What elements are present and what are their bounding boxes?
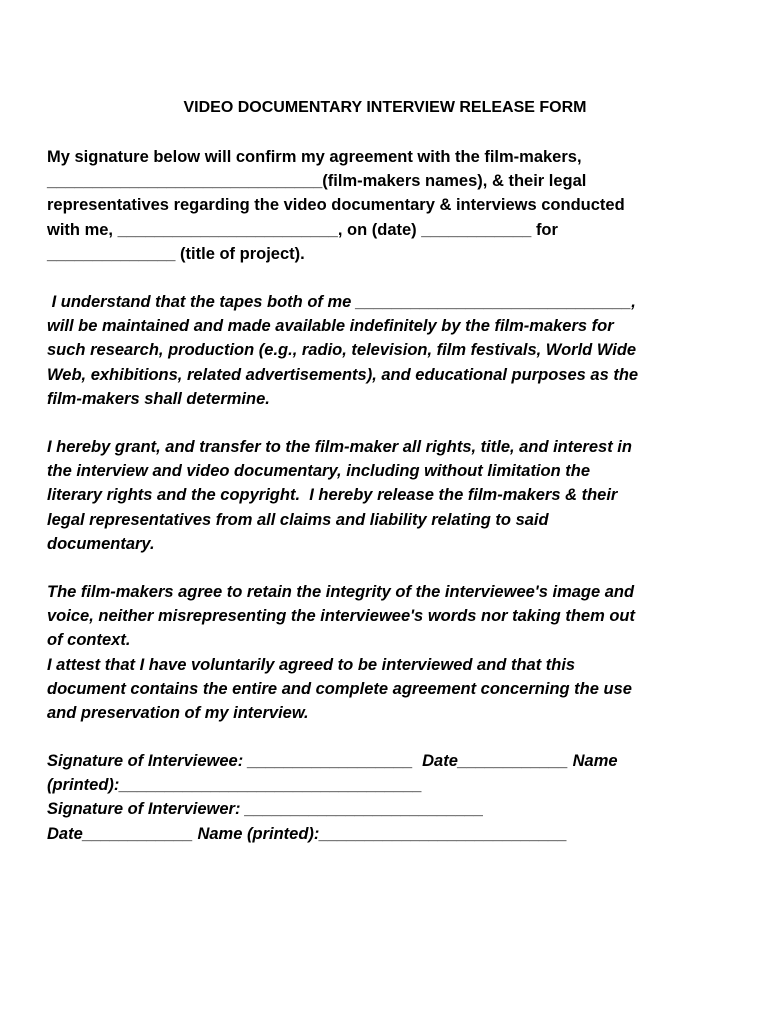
interviewee-printed-name-line[interactable]: (printed):_________________________________ — [47, 776, 423, 795]
form-title: VIDEO DOCUMENTARY INTERVIEW RELEASE FORM — [183, 99, 587, 116]
tapes-line: film-makers shall determine. — [47, 389, 270, 408]
attestation-line: document contains the entire and complete agreement concerning the use — [47, 679, 632, 698]
agreement-line: representatives regarding the video documentary & interviews conducted — [47, 196, 625, 215]
grant-line: the interview and video documentary, including without limitation the — [47, 462, 591, 481]
tapes-paragraph — [47, 290, 638, 411]
tapes-line: will be maintained and made available indefinitely by the film-makers for — [47, 317, 614, 336]
integrity-paragraph — [47, 580, 635, 725]
grant-line: legal representatives from all claims and liability relating to said — [47, 510, 549, 529]
agreement-line: ______________ (title of project). — [47, 244, 305, 263]
grant-line: literary rights and the copyright. I hereby release the film-makers & their — [47, 486, 618, 505]
integrity-line: The film-makers agree to retain the integrity of the interviewee's image and — [47, 583, 635, 601]
grant-paragraph — [47, 435, 632, 556]
interviewee-signature-line[interactable]: Signature of Interviewee: __________________ Date____________ Name — [47, 752, 618, 770]
agreement-line: My signature below will confirm my agreement with the film-makers, — [47, 148, 582, 166]
agreement-paragraph — [47, 145, 625, 266]
grant-line: documentary. — [47, 534, 155, 553]
tapes-line: Web, exhibitions, related advertisements), and educational purposes as the — [47, 365, 639, 384]
interviewer-signature-line[interactable]: Signature of Interviewer: __________________________ — [47, 800, 484, 819]
grant-line: I hereby grant, and transfer to the film-maker all rights, title, and interest in — [47, 438, 632, 456]
integrity-line: voice, neither misrepresenting the interviewee's words nor taking them out — [47, 607, 635, 626]
tapes-line: such research, production (e.g., radio, television, film festivals, World Wide — [47, 341, 637, 360]
attestation-line: I attest that I have voluntarily agreed to be interviewed and that this — [47, 655, 576, 674]
agreement-line: with me, ________________________, on (date) ____________ for — [47, 220, 558, 239]
attestation-line: and preservation of my interview. — [47, 703, 309, 722]
tapes-line: I understand that the tapes both of me ______________________________, — [47, 293, 636, 311]
interviewer-date-name-line[interactable]: Date____________ Name (printed):___________________________ — [47, 824, 568, 843]
signature-section — [47, 749, 618, 846]
integrity-line: of context. — [47, 631, 131, 650]
agreement-line: ______________________________(film-makers names), & their legal — [47, 172, 587, 191]
